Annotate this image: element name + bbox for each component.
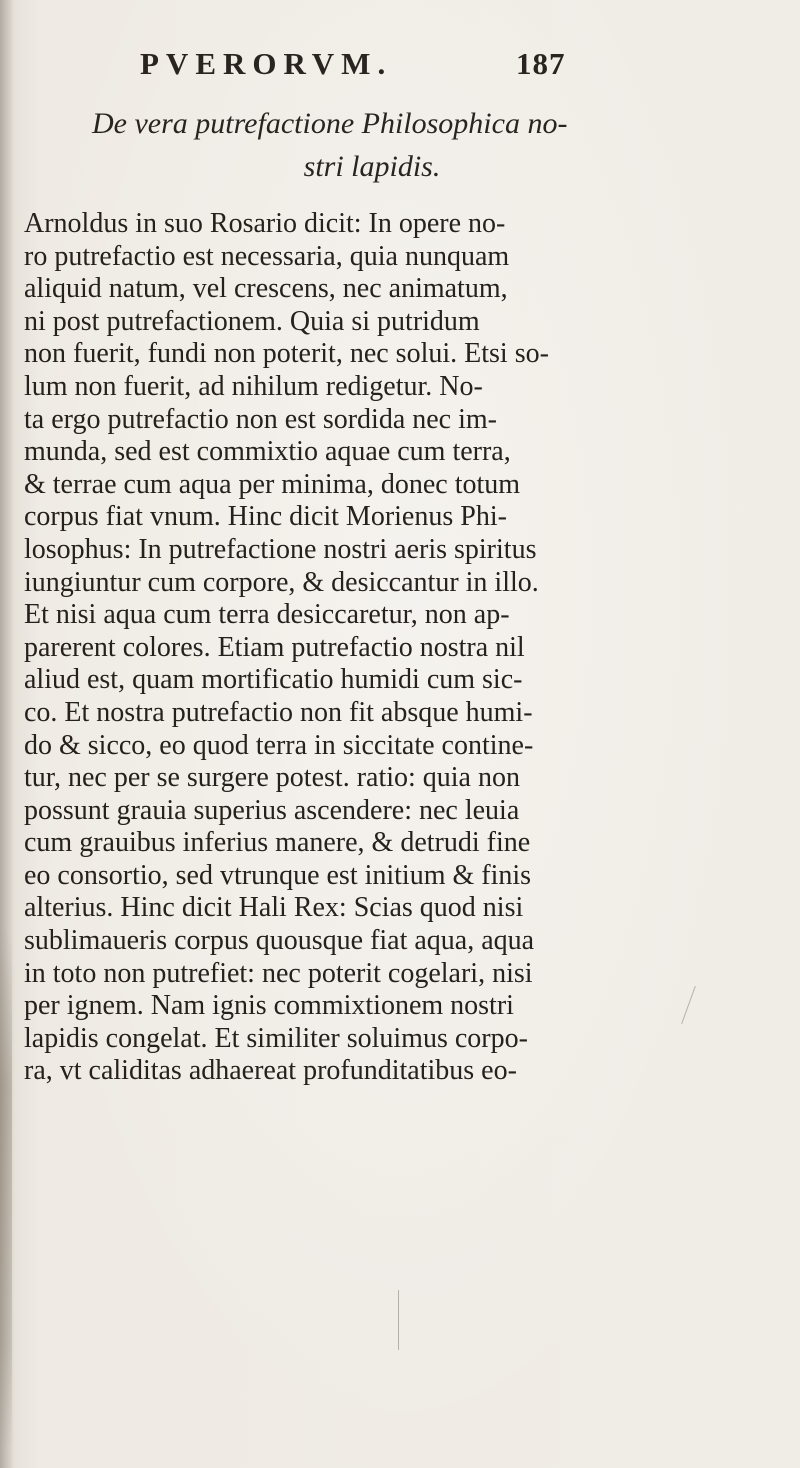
text-line: lapidis congelat. Et similiter soluimus corpo-: [24, 1022, 528, 1054]
text-line: parerent colores. Etiam putrefactio nostra nil: [24, 631, 525, 663]
text-line: tur, nec per se surgere potest. ratio: quia non: [24, 762, 520, 794]
text-line: Arnoldus in suo Rosario dicit: In opere no-: [24, 208, 506, 239]
text-line: alterius. Hinc dicit Hali Rex: Scias quod nisi: [24, 892, 524, 924]
text-line: ro putrefactio est necessaria, quia nunquam: [24, 240, 510, 272]
text-line: in toto non putrefiet: nec poterit cogelari, nisi: [24, 957, 533, 989]
text-line: ra, vt caliditas adhaereat profunditatibus eo-: [24, 1055, 517, 1087]
chapter-heading: [92, 102, 652, 188]
running-head: [140, 46, 660, 96]
text-line: munda, sed est commixtio aquae cum terra,: [24, 436, 511, 468]
text-line: aliud est, quam mortificatio humidi cum sic-: [24, 664, 523, 696]
text-line: cum grauibus inferius manere, & detrudi fine: [24, 827, 531, 859]
text-line: non fuerit, fundi non poterit, nec solui. Etsi so-: [24, 338, 549, 370]
text-line: do & sicco, eo quod terra in siccitate contine-: [24, 729, 534, 761]
paper-crease: [398, 1290, 399, 1350]
text-line: sublimaueris corpus quousque fiat aqua, aqua: [24, 925, 535, 957]
text-line: iungiuntur cum corpore, & desiccantur in illo.: [24, 566, 539, 598]
running-head-title: PVERORVM.: [140, 46, 393, 81]
text-line: corpus fiat vnum. Hinc dicit Morienus Phi-: [24, 501, 507, 533]
text-line: & terrae cum aqua per minima, donec totum: [24, 468, 521, 500]
page-number: 187: [516, 46, 566, 81]
text-line: Et nisi aqua cum terra desiccaretur, non ap-: [24, 599, 510, 631]
text-line: ta ergo putrefactio non est sordida nec im-: [24, 403, 497, 435]
text-line: per ignem. Nam ignis commixtionem nostri: [24, 990, 514, 1022]
text-line: ni post putrefactionem. Quia si putridum: [24, 305, 480, 337]
chapter-heading-line-2: stri lapidis.: [303, 150, 441, 183]
text-line: aliquid natum, vel crescens, nec animatum,: [24, 273, 508, 305]
text-line: co. Et nostra putrefactio non fit absque humi-: [24, 696, 533, 728]
chapter-heading-line-1: De vera putrefactione Philosophica no-: [92, 107, 568, 140]
text-line: possunt grauia superius ascendere: nec leuia: [24, 794, 520, 826]
body-text: [24, 208, 794, 1088]
text-line: eo consortio, sed vtrunque est initium & finis: [24, 859, 532, 891]
text-line: lum non fuerit, ad nihilum redigetur. No-: [24, 370, 483, 402]
page-edge-stain: [0, 930, 12, 1450]
text-line: losophus: In putrefactione nostri aeris spiritus: [24, 533, 537, 565]
